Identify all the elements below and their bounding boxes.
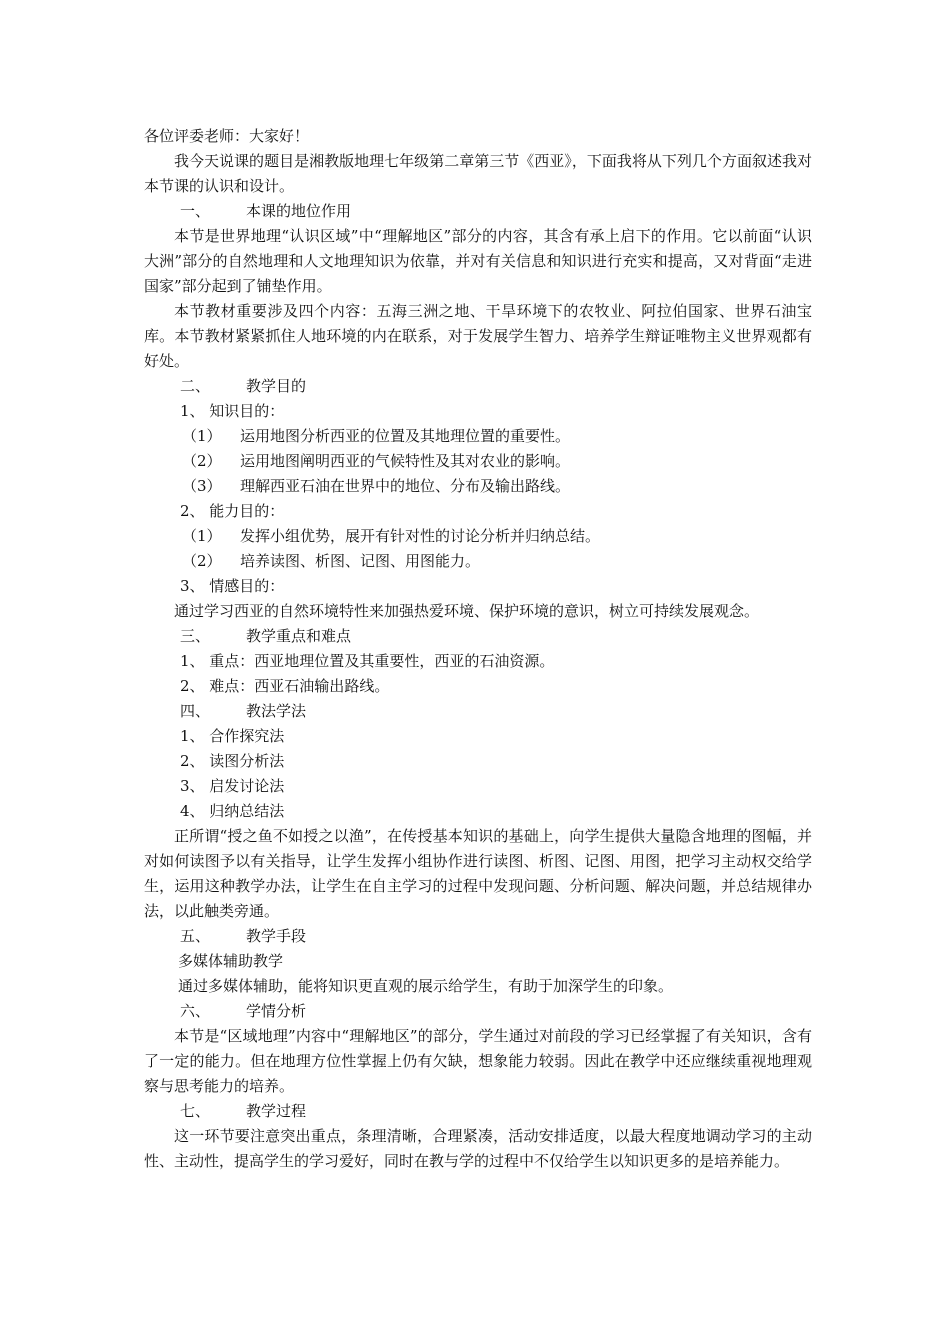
paragraph: 本节是“区域地理”内容中“理解地区”的部分，学生通过对前段的学习已经掌握了有关知识，含有了一定的能力。但在地理方位性掌握上仍有欠缺，想象能力较弱。因此在教学中还应继续重视地理观察与思考能力的培养。 bbox=[144, 1027, 812, 1095]
paragraph: 通过学习西亚的自然环境特性来加强热爱环境、保护环境的意识，树立可持续发展观念。 bbox=[174, 602, 760, 620]
section-title: 本课的地位作用 bbox=[246, 202, 352, 220]
sub-list-item bbox=[144, 474, 812, 499]
paragraph: 多媒体辅助教学 bbox=[178, 952, 284, 970]
list-item: 4、 归纳总结法 bbox=[180, 802, 285, 820]
list-item: 1、 重点：西亚地理位置及其重要性，西亚的石油资源。 bbox=[180, 652, 555, 670]
paragraph: 这一环节要注意突出重点，条理清晰，合理紧凑，活动安排适度，以最大程度地调动学习的主动性、主动性，提高学生的学习爱好，同时在教与学的过程中不仅给学生以知识更多的是培养能力。 bbox=[144, 1127, 812, 1170]
sub-list-item bbox=[144, 424, 812, 449]
list-item: 2、 能力目的： bbox=[180, 502, 285, 520]
section-number: 五、 bbox=[180, 927, 211, 945]
section-number: 六、 bbox=[180, 1002, 211, 1020]
section-number: 七、 bbox=[180, 1102, 211, 1120]
sub-item-number: （3） bbox=[182, 477, 222, 495]
section-heading-4 bbox=[144, 699, 812, 724]
section-title: 教学手段 bbox=[246, 927, 307, 945]
section-title: 教学重点和难点 bbox=[246, 627, 352, 645]
section-number: 二、 bbox=[180, 377, 211, 395]
sub-item-text: 培养读图、析图、记图、用图能力。 bbox=[240, 552, 481, 570]
intro-paragraph: 我今天说课的题目是湘教版地理七年级第二章第三节《西亚》，下面我将从下列几个方面叙述我对本节课的认识和设计。 bbox=[144, 152, 812, 195]
section-title: 教学过程 bbox=[246, 1102, 307, 1120]
sub-item-text: 理解西亚石油在世界中的地位、分布及输出路线。 bbox=[240, 477, 571, 495]
sub-item-text: 运用地图分析西亚的位置及其地理位置的重要性。 bbox=[240, 427, 571, 445]
paragraph: 正所谓“授之鱼不如授之以渔”，在传授基本知识的基础上，向学生提供大量隐含地理的图幅，并对如何读图予以有关指导，让学生发挥小组协作进行读图、析图、记图、用图，把学习主动权交给学生，运用这种教学办法，让学生在自主学习的过程中发现问题、分析问题、解决问题，并总结规律办法，以此触类旁通。 bbox=[144, 827, 812, 920]
paragraph: 本节教材重要涉及四个内容：五海三洲之地、干旱环境下的农牧业、阿拉伯国家、世界石油宝库。本节教材紧紧抓住人地环境的内在联系，对于发展学生智力、培养学生辩证唯物主义世界观都有好处。 bbox=[144, 302, 812, 370]
section-title: 教学目的 bbox=[246, 377, 307, 395]
list-item: 3、 情感目的： bbox=[180, 577, 285, 595]
sub-item-number: （2） bbox=[182, 552, 222, 570]
section-heading-7 bbox=[144, 1099, 812, 1124]
list-item: 2、 读图分析法 bbox=[180, 752, 285, 770]
section-heading-1 bbox=[144, 199, 812, 224]
section-heading-6 bbox=[144, 999, 812, 1024]
section-heading-3 bbox=[144, 624, 812, 649]
section-title: 学情分析 bbox=[246, 1002, 307, 1020]
sub-list-item bbox=[144, 524, 812, 549]
sub-item-number: （1） bbox=[182, 527, 222, 545]
section-title: 教法学法 bbox=[246, 702, 307, 720]
list-item: 3、 启发讨论法 bbox=[180, 777, 285, 795]
sub-item-number: （1） bbox=[182, 427, 222, 445]
section-number: 三、 bbox=[180, 627, 211, 645]
section-number: 一、 bbox=[180, 202, 211, 220]
sub-item-text: 发挥小组优势，展开有针对性的讨论分析并归纳总结。 bbox=[240, 527, 601, 545]
sub-item-text: 运用地图阐明西亚的气候特性及其对农业的影响。 bbox=[240, 452, 571, 470]
list-item: 1、 知识目的： bbox=[180, 402, 285, 420]
document-body bbox=[144, 124, 812, 1174]
list-item: 1、 合作探究法 bbox=[180, 727, 285, 745]
greeting: 各位评委老师：大家好！ bbox=[144, 127, 310, 145]
paragraph: 通过多媒体辅助，能将知识更直观的展示给学生，有助于加深学生的印象。 bbox=[178, 977, 674, 995]
sub-item-number: （2） bbox=[182, 452, 222, 470]
list-item: 2、 难点：西亚石油输出路线。 bbox=[180, 677, 390, 695]
sub-list-item bbox=[144, 549, 812, 574]
section-heading-2 bbox=[144, 374, 812, 399]
paragraph: 本节是世界地理“认识区域”中“理解地区”部分的内容，其含有承上启下的作用。它以前面“认识大洲”部分的自然地理和人文地理知识为依靠，并对有关信息和知识进行充实和提高，又对背面“走进国家”部分起到了铺垫作用。 bbox=[144, 227, 812, 295]
sub-list-item bbox=[144, 449, 812, 474]
section-number: 四、 bbox=[180, 702, 211, 720]
section-heading-5 bbox=[144, 924, 812, 949]
